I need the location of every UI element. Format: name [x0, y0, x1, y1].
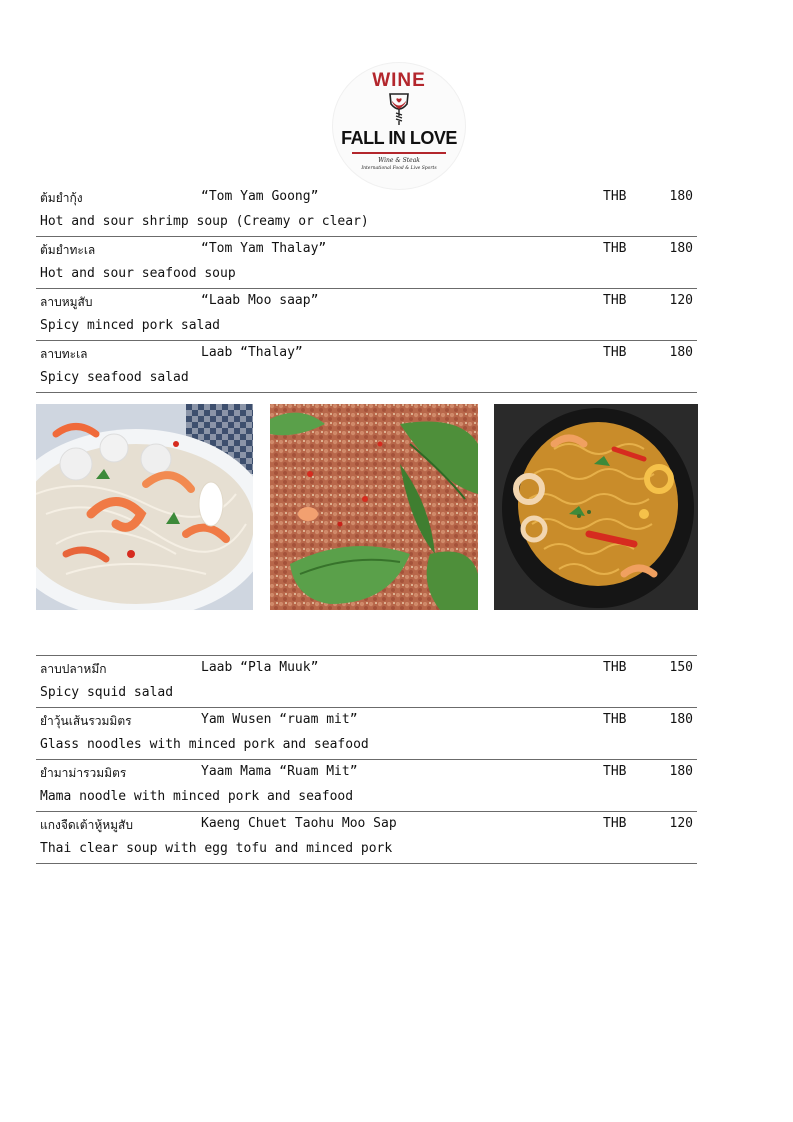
- description: Spicy seafood salad: [40, 370, 189, 385]
- currency: THB: [603, 189, 627, 204]
- stir-fried-mama-noodle-seafood-photo: [494, 404, 698, 610]
- menu-item: [36, 185, 697, 237]
- menu-item: [36, 656, 697, 708]
- thai-name: ลาบทะเล: [40, 347, 88, 361]
- currency: THB: [603, 293, 627, 308]
- logo-subtagline: International Food & Live Sports: [361, 166, 437, 171]
- english-name: “Tom Yam Goong”: [201, 189, 319, 204]
- description: Hot and sour seafood soup: [40, 266, 236, 281]
- english-name: Laab “Pla Muuk”: [201, 660, 319, 675]
- seafood-glass-noodle-salad-photo: [36, 404, 253, 610]
- english-name: “Laab Moo saap”: [201, 293, 319, 308]
- currency: THB: [603, 345, 627, 360]
- logo-divider: [352, 152, 446, 154]
- minced-pork-laab-photo: [270, 404, 478, 610]
- english-name: “Tom Yam Thalay”: [201, 241, 327, 256]
- menu-list-bottom: [36, 655, 697, 864]
- price: 180: [669, 189, 693, 204]
- thai-name: ยำมาม่ารวมมิตร: [40, 766, 127, 780]
- description: Thai clear soup with egg tofu and minced pork: [40, 841, 393, 856]
- english-name: Yam Wusen “ruam mit”: [201, 712, 358, 727]
- menu-item: [36, 708, 697, 760]
- currency: THB: [603, 816, 627, 831]
- description: Glass noodles with minced pork and seafood: [40, 737, 369, 752]
- price: 120: [669, 816, 693, 831]
- menu-item: [36, 237, 697, 289]
- menu-list-top: [36, 185, 697, 393]
- description: Spicy minced pork salad: [40, 318, 221, 333]
- english-name: Laab “Thalay”: [201, 345, 303, 360]
- menu-item: [36, 289, 697, 341]
- thai-name: แกงจืดเต้าหู้หมูสับ: [40, 818, 133, 832]
- logo-name: FALL IN LOVE: [341, 128, 457, 148]
- currency: THB: [603, 241, 627, 256]
- description: Hot and sour shrimp soup (Creamy or clear): [40, 214, 369, 229]
- price: 180: [669, 241, 693, 256]
- english-name: Kaeng Chuet Taohu Moo Sap: [201, 816, 397, 831]
- currency: THB: [603, 660, 627, 675]
- price: 120: [669, 293, 693, 308]
- english-name: Yaam Mama “Ruam Mit”: [201, 764, 358, 779]
- logo-tagline: Wine & Steak: [378, 157, 420, 164]
- restaurant-logo: [332, 62, 466, 190]
- description: Mama noodle with minced pork and seafood: [40, 789, 354, 804]
- price: 180: [669, 712, 693, 727]
- thai-name: ต้มยำกุ้ง: [40, 191, 83, 205]
- currency: THB: [603, 712, 627, 727]
- description: Spicy squid salad: [40, 685, 174, 700]
- price: 180: [669, 764, 693, 779]
- menu-item: [36, 341, 697, 393]
- logo-wine-text: WINE: [372, 70, 426, 91]
- currency: THB: [603, 764, 627, 779]
- thai-name: ยำวุ้นเส้นรวมมิตร: [40, 714, 132, 728]
- menu-item: [36, 812, 697, 864]
- thai-name: ลาบปลาหมึก: [40, 662, 107, 676]
- wine-glass-icon: [388, 92, 410, 126]
- price: 150: [669, 660, 693, 675]
- menu-item: [36, 760, 697, 812]
- thai-name: ลาบหมูสับ: [40, 295, 93, 309]
- price: 180: [669, 345, 693, 360]
- thai-name: ต้มยำทะเล: [40, 243, 96, 257]
